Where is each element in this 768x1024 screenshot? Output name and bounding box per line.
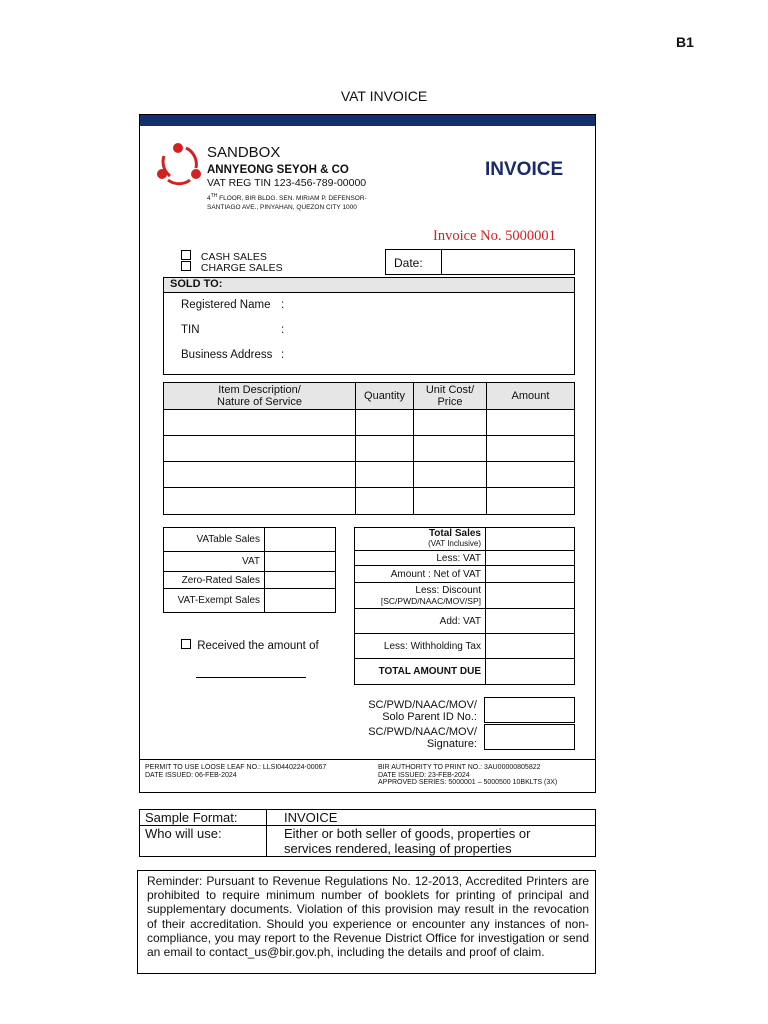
footer-permit: PERMIT TO USE LOOSE LEAF NO.: LLSI0440224-00067 DATE ISSUED: 06-FEB-2024 xyxy=(145,764,327,779)
invoice-heading: INVOICE xyxy=(485,159,564,180)
brand-name: SANDBOX xyxy=(207,144,281,161)
cash-sales-checkbox[interactable] xyxy=(181,250,191,260)
received-checkbox[interactable] xyxy=(181,639,191,649)
header-bar xyxy=(140,115,595,126)
page-code: B1 xyxy=(676,34,694,50)
table-row[interactable] xyxy=(164,410,575,436)
signature-label: SC/PWD/NAAC/MOV/ Signature: xyxy=(368,726,477,750)
invoice-number: Invoice No. 5000001 xyxy=(433,228,556,244)
document-title: VAT INVOICE xyxy=(340,88,428,104)
table-row[interactable] xyxy=(164,462,575,488)
items-table: Item Description/ Nature of Service Quantity Unit Cost/ Price Amount xyxy=(163,382,575,515)
charge-sales-option[interactable]: CHARGE SALES xyxy=(181,261,283,274)
reminder-text: Reminder: Pursuant to Revenue Regulations No. 12-2013, Accredited Printers are prohibited to require minimum number of booklets for printing of principal and supplementary documents. Violation of this provision may result in the revocation of their accreditation. Should you experience or encounter any instances of non-compliance, you may report to the Revenue District Office for investigation or send an email to contact_us@bir.gov.ph, including the details and proof of claim. xyxy=(137,870,596,974)
vat-reg-tin: VAT REG TIN 123-456-789-00000 xyxy=(207,177,367,189)
company-address: 4TH FLOOR, BIR BLDG. SEN. MIRIAM P. DEFENSOR- SANTIAGO AVE., PINYAHAN, QUEZON CITY 1000 xyxy=(207,193,367,212)
id-field[interactable] xyxy=(484,697,575,723)
business-address-label: Business Address xyxy=(181,349,273,361)
date-label: Date: xyxy=(394,256,423,270)
received-option[interactable]: Received the amount of xyxy=(181,639,319,652)
cash-sales-option[interactable]: CASH SALES xyxy=(181,250,267,263)
signature-field[interactable] xyxy=(484,724,575,750)
company-name: ANNYEONG SEYOH & CO xyxy=(207,164,349,176)
company-logo xyxy=(156,142,202,186)
footer-divider xyxy=(140,759,595,760)
received-amount-line[interactable] xyxy=(196,677,306,678)
registered-name-label: Registered Name xyxy=(181,299,271,311)
table-row[interactable] xyxy=(164,488,575,515)
table-row[interactable] xyxy=(164,436,575,462)
charge-sales-checkbox[interactable] xyxy=(181,261,191,271)
tin-label: TIN xyxy=(181,324,200,336)
vat-breakdown-table: VATable Sales VAT Zero-Rated Sales VAT-Exempt Sales xyxy=(163,527,336,613)
date-field[interactable] xyxy=(443,250,573,274)
sample-format-table: Sample Format: INVOICE Who will use: Either or both seller of goods, properties or services rendered, leasing of properties xyxy=(139,809,596,857)
footer-authority: BIR AUTHORITY TO PRINT NO.: 3AU00000805822 DATE ISSUED: 23-FEB-2024 APPROVED SERIES: 5000001 – 5000500 10BKLTS (3X) xyxy=(378,764,558,786)
id-label: SC/PWD/NAAC/MOV/ Solo Parent ID No.: xyxy=(368,699,477,723)
sold-to-title: SOLD TO: xyxy=(170,278,223,290)
totals-table: Total Sales (VAT Inclusive) Less: VAT Amount : Net of VAT Less: Discount [SC/PWD/NAAC/MOV/SP] Add: VAT Less: Withholding Tax TOTAL AMOUNT DUE xyxy=(354,527,575,685)
